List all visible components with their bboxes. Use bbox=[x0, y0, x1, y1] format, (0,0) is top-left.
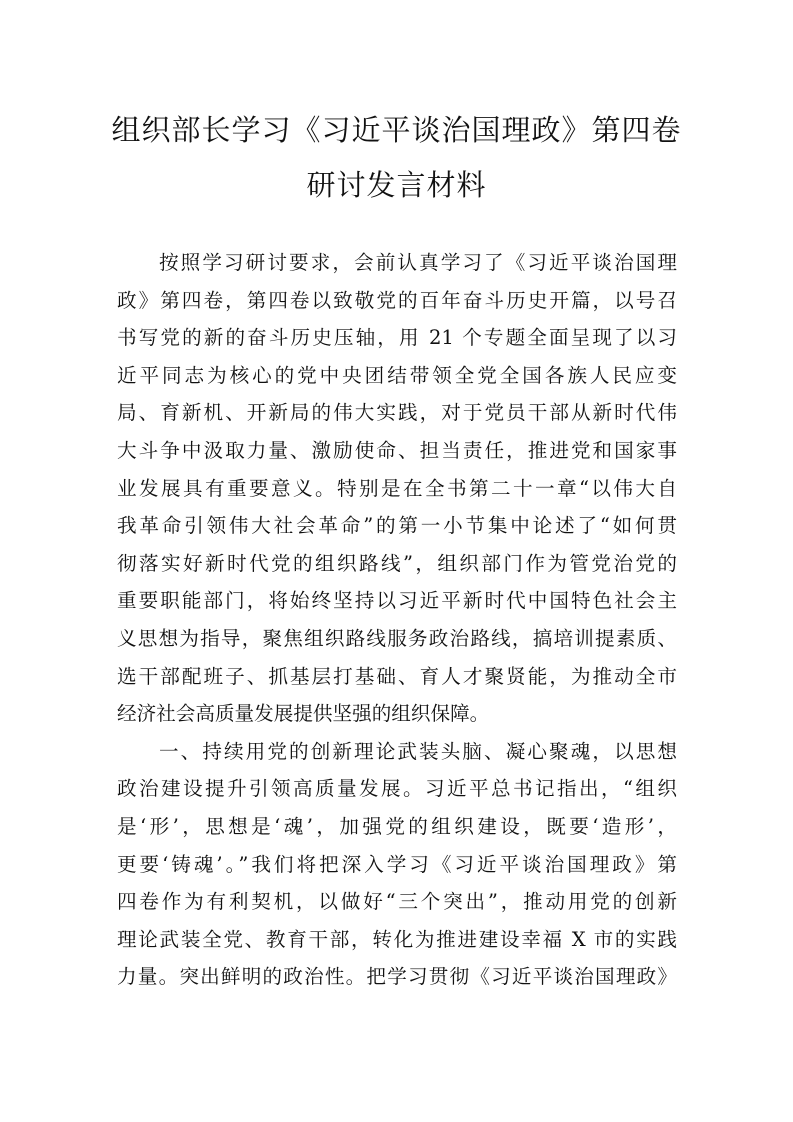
paragraph-2-line: 一、持续用党的创新理论武装头脑、凝心聚魂，以思想 bbox=[159, 739, 677, 763]
paragraph-1-line: 重要职能部门，将始终坚持以习近平新时代中国特色社会主 bbox=[117, 589, 677, 613]
paragraph-2-line: 更要‘铸魂’。”我们将把深入学习《习近平谈治国理政》第 bbox=[117, 852, 677, 876]
paragraph-2-line: 政治建设提升引领高质量发展。习近平总书记指出，“组织 bbox=[117, 777, 677, 801]
paragraph-1-line: 我革命引领伟大社会革命”的第一小节集中论述了“如何贯 bbox=[117, 514, 677, 538]
paragraph-2-line: 四卷作为有利契机，以做好“三个突出”，推动用党的创新 bbox=[117, 890, 677, 914]
document-body bbox=[117, 244, 677, 996]
paragraph-1-line: 近平同志为核心的党中央团结带领全党全国各族人民应变 bbox=[117, 363, 677, 387]
paragraph-1-line: 经济社会高质量发展提供坚强的组织保障。 bbox=[117, 702, 490, 726]
paragraph-1-line: 业发展具有重要意义。特别是在全书第二十一章“以伟大自 bbox=[117, 476, 677, 500]
paragraph-2-line: 力量。突出鲜明的政治性。把学习贯彻《习近平谈治国理政》 bbox=[117, 965, 677, 989]
paragraph-1-line: 按照学习研讨要求，会前认真学习了《习近平谈治国理 bbox=[159, 251, 677, 274]
paragraph-1-line: 局、育新机、开新局的伟大实践，对于党员干部从新时代伟 bbox=[117, 401, 677, 425]
paragraph-1-line: 大斗争中汲取力量、激励使命、担当责任，推进党和国家事 bbox=[117, 438, 677, 462]
paragraph-1-line: 政》第四卷，第四卷以致敬党的百年奋斗历史开篇，以号召 bbox=[117, 288, 677, 312]
paragraph-2-line: 理论武装全党、教育干部，转化为推进建设幸福 X 市的实践 bbox=[117, 927, 677, 951]
paragraph-2-line: 是‘形’，思想是‘魂’，加强党的组织建设，既要‘造形’， bbox=[117, 814, 677, 838]
paragraph-1-line: 义思想为指导，聚焦组织路线服务政治路线，搞培训提素质、 bbox=[117, 626, 677, 650]
paragraph-1-line: 彻落实好新时代党的组织路线”，组织部门作为管党治党的 bbox=[117, 551, 677, 575]
paragraph-1-line: 选干部配班子、抓基层打基础、育人才聚贤能，为推动全市 bbox=[117, 664, 677, 688]
document-title-line-1: 组织部长学习《习近平谈治国理政》第四卷 bbox=[111, 113, 682, 147]
document-title-line-2: 研讨发言材料 bbox=[306, 168, 487, 202]
paragraph-1-line: 书写党的新的奋斗历史压轴，用 21 个专题全面呈现了以习 bbox=[117, 326, 677, 350]
